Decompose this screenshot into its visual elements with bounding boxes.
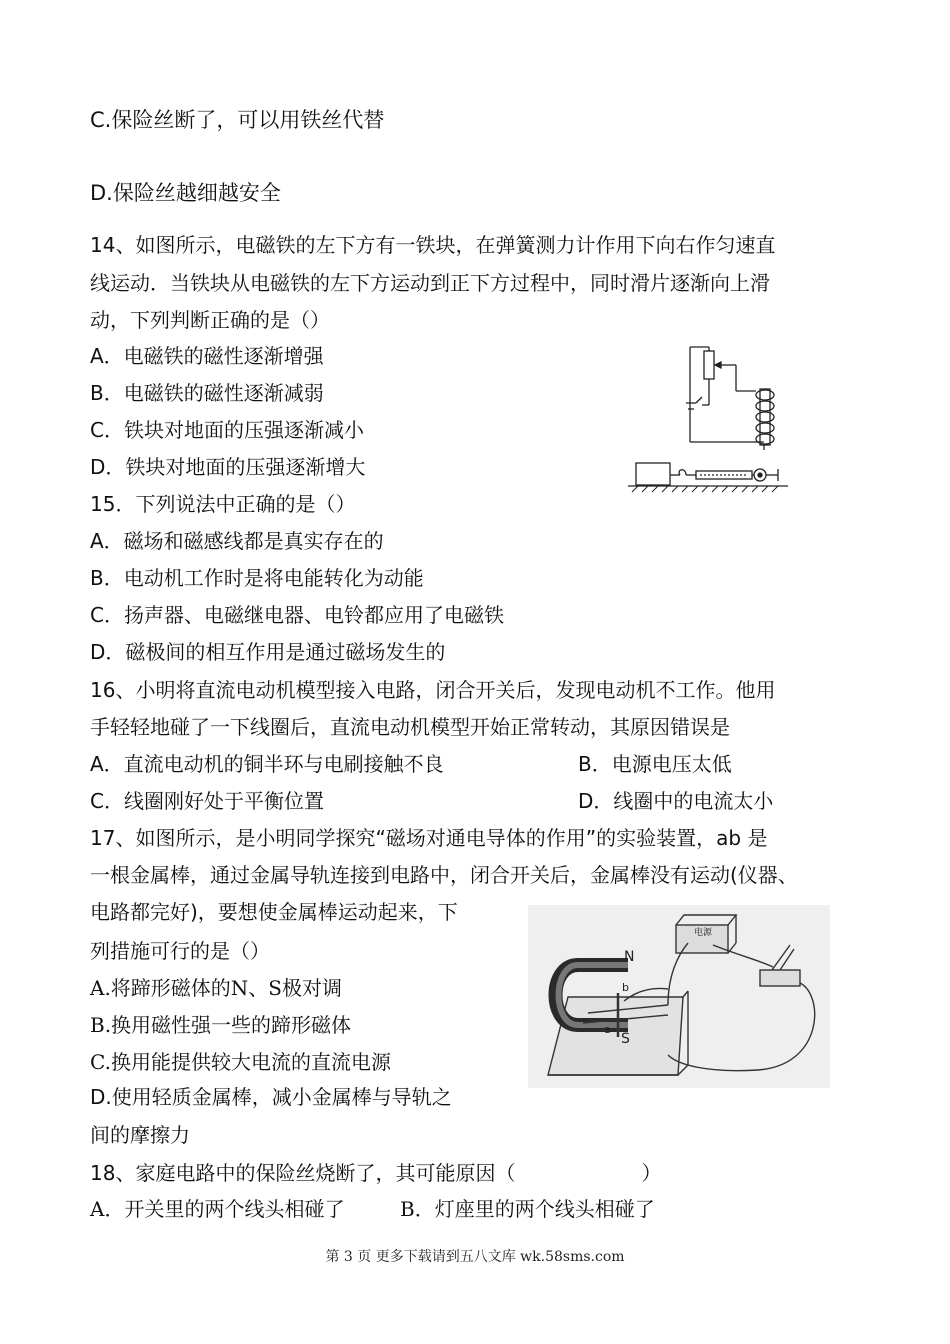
q14-option-b: B．电磁铁的磁性逐渐减弱 [90, 381, 324, 405]
q16-option-c: C．线圈刚好处于平衡位置 [90, 789, 324, 813]
q18-option-b: B．灯座里的两个线头相碰了 [400, 1197, 655, 1221]
q14-stem-line3: 动，下列判断正确的是（） [90, 308, 330, 332]
q16-option-d: D．线圈中的电流太小 [578, 789, 774, 813]
q14-option-c: C．铁块对地面的压强逐渐减小 [90, 418, 364, 442]
q16-option-a: A．直流电动机的铜半环与电刷接触不良 [90, 752, 444, 776]
rod-end-b-label: b [622, 981, 629, 994]
q14-option-a: A．电磁铁的磁性逐渐增强 [90, 344, 324, 368]
q17-option-c: C.换用能提供较大电流的直流电源 [90, 1050, 391, 1074]
q15-stem: 15．下列说法中正确的是（） [90, 492, 356, 516]
q17-stem-line3: 电路都完好)，要想使金属棒运动起来，下 [90, 900, 458, 924]
magnetic-force-experiment-figure [528, 905, 830, 1088]
power-source-label: 电源 [694, 928, 713, 938]
q13-option-d: D.保险丝越细越安全 [90, 181, 281, 205]
q17-option-d-line2: 间的摩擦力 [90, 1123, 190, 1147]
q13-option-c: C.保险丝断了，可以用铁丝代替 [90, 108, 385, 132]
q18-option-a: A．开关里的两个线头相碰了 [90, 1197, 345, 1221]
q14-stem-line1: 14、如图所示，电磁铁的左下方有一铁块，在弹簧测力计作用下向右作匀速直 [90, 233, 776, 257]
q18-stem: 18、家庭电路中的保险丝烧断了，其可能原因（ ） [90, 1161, 662, 1185]
q16-stem-line1: 16、小明将直流电动机模型接入电路，闭合开关后，发现电动机不工作。他用 [90, 678, 776, 702]
q16-stem-line2: 手轻轻地碰了一下线圈后，直流电动机模型开始正常转动，其原因错误是 [90, 715, 730, 739]
q16-option-b: B．电源电压太低 [578, 752, 732, 776]
rod-end-a-label: a [604, 1023, 611, 1036]
q15-option-d: D．磁极间的相互作用是通过磁场发生的 [90, 640, 446, 664]
q17-option-b: B.换用磁性强一些的蹄形磁体 [90, 1013, 352, 1037]
q15-option-c: C．扬声器、电磁继电器、电铃都应用了电磁铁 [90, 603, 504, 627]
electromagnet-circuit-figure [628, 345, 788, 495]
q14-stem-line2: 线运动．当铁块从电磁铁的左下方运动到正下方过程中，同时滑片逐渐向上滑 [90, 271, 770, 295]
q17-stem-line2: 一根金属棒，通过金属导轨连接到电路中，闭合开关后，金属棒没有运动(仪器、 [90, 863, 798, 887]
q15-option-b: B．电动机工作时是将电能转化为动能 [90, 566, 424, 590]
pole-n-label: N [624, 949, 635, 965]
q15-option-a: A．磁场和磁感线都是真实存在的 [90, 529, 384, 553]
pole-s-label: S [621, 1031, 630, 1047]
q17-option-d-line1: D.使用轻质金属棒，减小金属棒与导轨之 [90, 1085, 452, 1109]
q17-stem-line4: 列措施可行的是（） [90, 939, 270, 963]
q17-stem-line1: 17、如图所示，是小明同学探究“磁场对通电导体的作用”的实验装置，ab 是 [90, 826, 768, 850]
q17-option-a: A.将蹄形磁体的N、S极对调 [90, 976, 343, 1000]
q14-option-d: D．铁块对地面的压强逐渐增大 [90, 455, 366, 479]
page-footer: 第 3 页 更多下载请到五八文库 wk.58sms.com [325, 1249, 625, 1265]
